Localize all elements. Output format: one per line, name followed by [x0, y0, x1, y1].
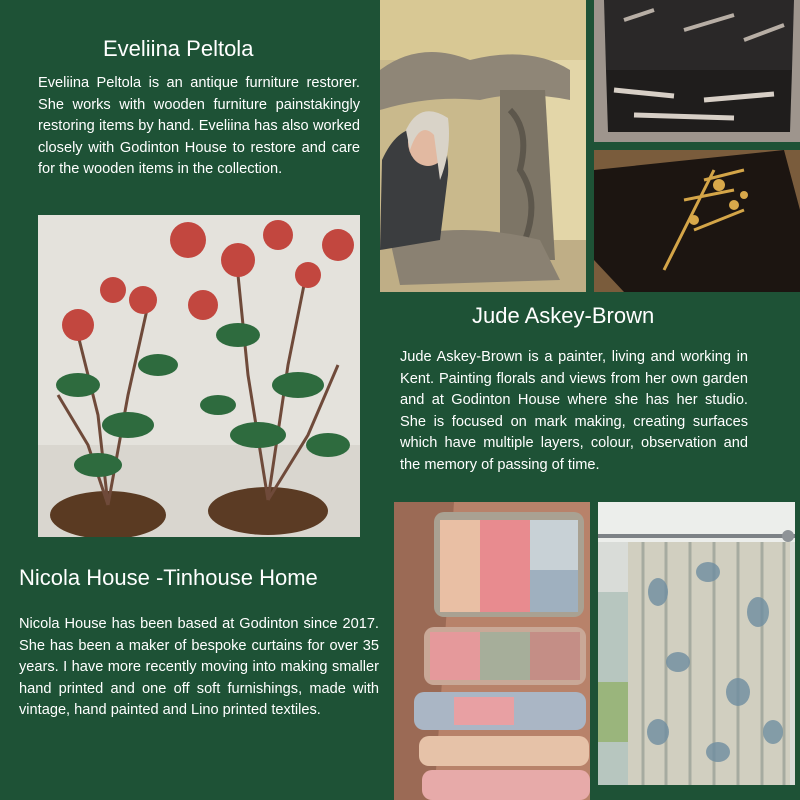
nicola-heading: Nicola House -Tinhouse Home	[19, 565, 318, 590]
jude-heading: Jude Askey-Brown	[472, 303, 655, 328]
restorer-photo	[380, 0, 586, 292]
cushions-photo	[394, 502, 590, 800]
eveliina-bio: Eveliina Peltola is an antique furniture restorer. She works with wooden furniture painstakingly restoring items by hand. Eveliina has also worked closely with Godinton House to restore and care for the wooden items in the collection.	[38, 75, 360, 178]
restored-box-photo	[594, 150, 800, 292]
curtains-photo	[598, 502, 795, 785]
nicola-bio: Nicola House has been based at Godinton since 2017. She has been a maker of bespoke curtains for over 35 years. I have more recently moving into making smaller hand printed and one off soft furnishings, made with vintage, hand painted and Lino printed textiles.	[19, 616, 379, 719]
geranium-painting	[38, 215, 360, 537]
jude-bio: Jude Askey-Brown is a painter, living and working in Kent. Painting florals and views from her own garden and at Godinton House where she has her studio. She is focused on mark making, creating surfaces which have multiple layers, colour, observation and the memory of passing of time.	[400, 349, 748, 473]
eveliina-heading: Eveliina Peltola	[103, 36, 254, 61]
lacquer-box-photo	[594, 0, 800, 142]
